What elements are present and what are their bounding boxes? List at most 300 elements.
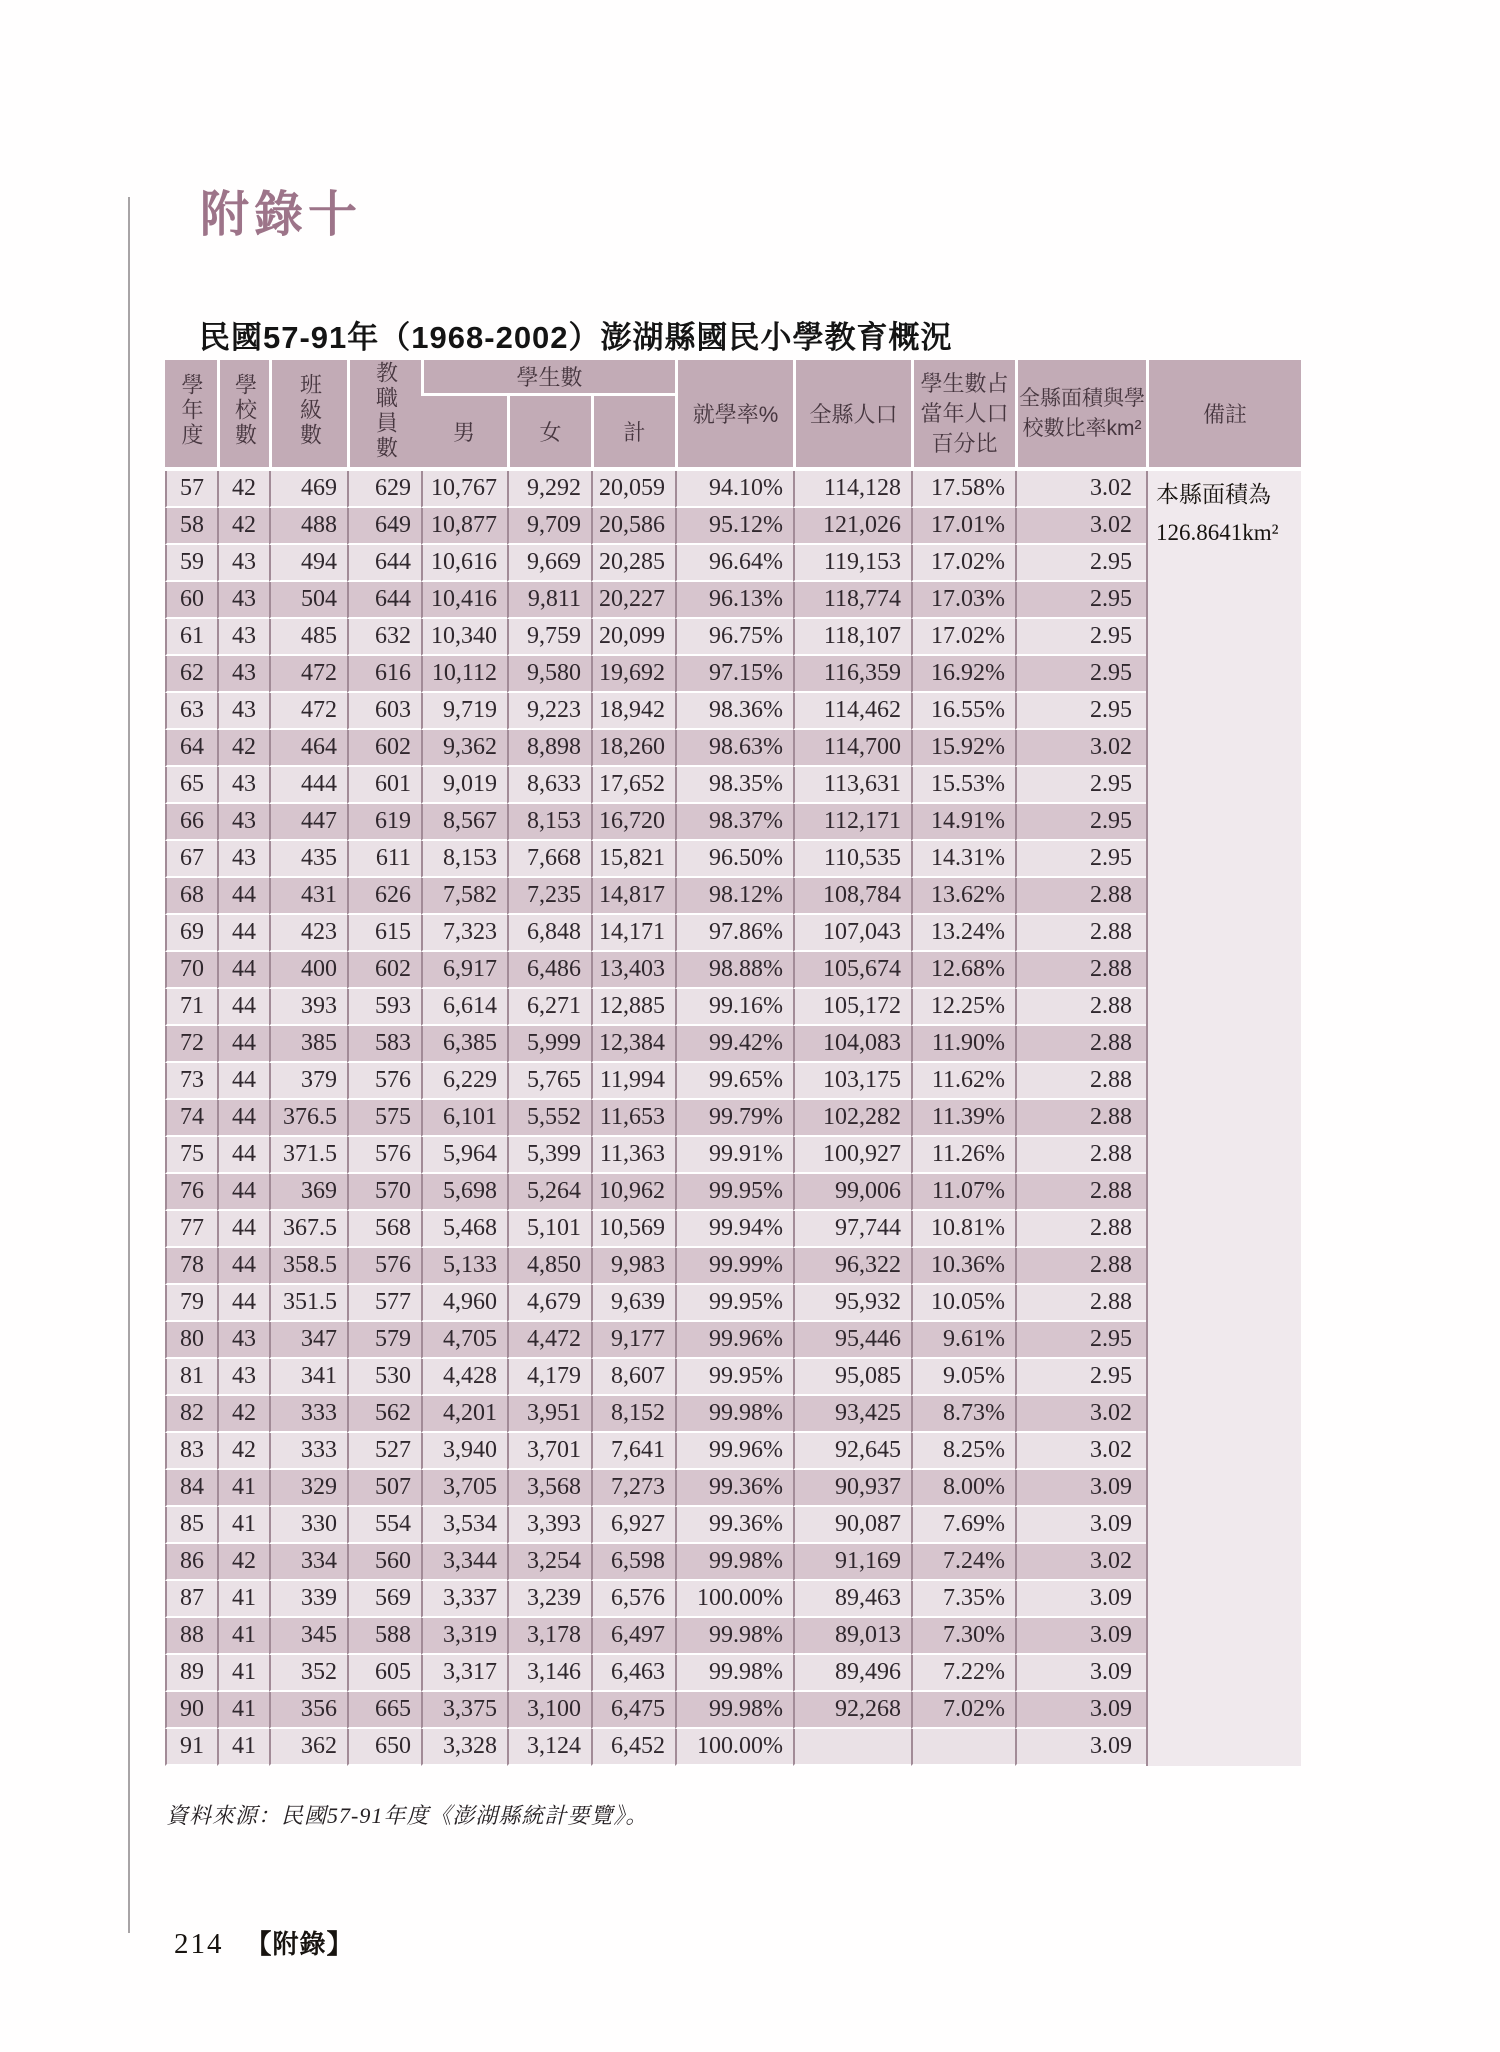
cell-enrollment-rate: 99.98% xyxy=(675,1655,793,1692)
cell-year: 79 xyxy=(165,1285,217,1322)
cell-year: 81 xyxy=(165,1359,217,1396)
cell-area-school-ratio: 2.95 xyxy=(1015,545,1146,582)
cell-male: 3,705 xyxy=(421,1470,507,1507)
cell-enrollment-rate: 99.65% xyxy=(675,1063,793,1100)
cell-schools: 44 xyxy=(217,1211,269,1248)
cell-enrollment-rate: 97.86% xyxy=(675,915,793,952)
cell-year: 66 xyxy=(165,804,217,841)
table-row xyxy=(165,471,1301,508)
table-row xyxy=(165,656,1301,693)
cell-schools: 42 xyxy=(217,1396,269,1433)
cell-classes: 504 xyxy=(269,582,347,619)
cell-area-school-ratio: 3.02 xyxy=(1015,730,1146,767)
cell-classes: 369 xyxy=(269,1174,347,1211)
cell-student-pop-pct: 11.26% xyxy=(911,1137,1015,1174)
cell-total: 11,363 xyxy=(591,1137,675,1174)
cell-student-pop-pct: 9.05% xyxy=(911,1359,1015,1396)
cell-staff: 644 xyxy=(347,545,421,582)
cell-female: 9,223 xyxy=(507,693,591,730)
cell-female: 3,124 xyxy=(507,1729,591,1766)
cell-staff: 576 xyxy=(347,1137,421,1174)
cell-female: 9,669 xyxy=(507,545,591,582)
cell-total: 6,497 xyxy=(591,1618,675,1655)
cell-county-population: 92,268 xyxy=(793,1692,911,1729)
cell-classes: 447 xyxy=(269,804,347,841)
cell-female: 6,486 xyxy=(507,952,591,989)
cell-enrollment-rate: 98.63% xyxy=(675,730,793,767)
cell-student-pop-pct: 11.39% xyxy=(911,1100,1015,1137)
cell-county-population: 105,674 xyxy=(793,952,911,989)
cell-female: 9,811 xyxy=(507,582,591,619)
cell-total: 10,569 xyxy=(591,1211,675,1248)
cell-area-school-ratio: 2.88 xyxy=(1015,1211,1146,1248)
cell-student-pop-pct: 13.62% xyxy=(911,878,1015,915)
cell-county-population: 104,083 xyxy=(793,1026,911,1063)
cell-female: 5,101 xyxy=(507,1211,591,1248)
cell-area-school-ratio: 2.95 xyxy=(1015,1322,1146,1359)
page-number: 214 xyxy=(174,1928,224,1960)
cell-student-pop-pct: 7.30% xyxy=(911,1618,1015,1655)
cell-male: 3,534 xyxy=(421,1507,507,1544)
cell-staff: 575 xyxy=(347,1100,421,1137)
table-row xyxy=(165,582,1301,619)
cell-female: 9,580 xyxy=(507,656,591,693)
cell-classes: 385 xyxy=(269,1026,347,1063)
table-row xyxy=(165,1507,1301,1544)
cell-classes: 345 xyxy=(269,1618,347,1655)
cell-male: 3,337 xyxy=(421,1581,507,1618)
cell-student-pop-pct: 11.62% xyxy=(911,1063,1015,1100)
cell-area-school-ratio: 3.09 xyxy=(1015,1655,1146,1692)
margin-rule xyxy=(128,197,130,1933)
cell-area-school-ratio: 2.88 xyxy=(1015,1285,1146,1322)
cell-enrollment-rate: 98.88% xyxy=(675,952,793,989)
cell-staff: 588 xyxy=(347,1618,421,1655)
cell-male: 4,428 xyxy=(421,1359,507,1396)
cell-enrollment-rate: 99.95% xyxy=(675,1174,793,1211)
cell-student-pop-pct: 14.31% xyxy=(911,841,1015,878)
cell-male: 8,153 xyxy=(421,841,507,878)
cell-female: 5,999 xyxy=(507,1026,591,1063)
remarks-note-line: 126.8641km² xyxy=(1156,520,1279,545)
cell-county-population: 102,282 xyxy=(793,1100,911,1137)
table-row xyxy=(165,1581,1301,1618)
cell-student-pop-pct: 10.05% xyxy=(911,1285,1015,1322)
cell-year: 58 xyxy=(165,508,217,545)
cell-student-pop-pct: 7.35% xyxy=(911,1581,1015,1618)
cell-enrollment-rate: 98.35% xyxy=(675,767,793,804)
cell-schools: 43 xyxy=(217,767,269,804)
cell-area-school-ratio: 2.88 xyxy=(1015,915,1146,952)
cell-total: 6,475 xyxy=(591,1692,675,1729)
cell-student-pop-pct: 7.69% xyxy=(911,1507,1015,1544)
cell-total: 20,059 xyxy=(591,471,675,508)
cell-male: 3,344 xyxy=(421,1544,507,1581)
cell-schools: 43 xyxy=(217,693,269,730)
cell-female: 5,765 xyxy=(507,1063,591,1100)
cell-year: 77 xyxy=(165,1211,217,1248)
cell-total: 17,652 xyxy=(591,767,675,804)
table-row xyxy=(165,1729,1301,1766)
cell-area-school-ratio: 3.02 xyxy=(1015,1544,1146,1581)
cell-area-school-ratio: 2.95 xyxy=(1015,841,1146,878)
cell-male: 4,705 xyxy=(421,1322,507,1359)
cell-student-pop-pct: 8.25% xyxy=(911,1433,1015,1470)
cell-student-pop-pct: 17.02% xyxy=(911,619,1015,656)
col-header-classes-label: 班級數 xyxy=(297,373,323,448)
table-body xyxy=(165,471,1301,1766)
cell-classes: 329 xyxy=(269,1470,347,1507)
cell-area-school-ratio: 2.95 xyxy=(1015,656,1146,693)
cell-male: 4,960 xyxy=(421,1285,507,1322)
table-row xyxy=(165,1433,1301,1470)
col-header-student-pop-pct: 學生數占當年人口百分比 xyxy=(911,360,1015,471)
cell-county-population: 95,446 xyxy=(793,1322,911,1359)
cell-staff: 644 xyxy=(347,582,421,619)
cell-enrollment-rate: 99.42% xyxy=(675,1026,793,1063)
cell-total: 11,653 xyxy=(591,1100,675,1137)
cell-male: 7,582 xyxy=(421,878,507,915)
cell-classes: 431 xyxy=(269,878,347,915)
cell-total: 7,641 xyxy=(591,1433,675,1470)
cell-area-school-ratio: 2.95 xyxy=(1015,1359,1146,1396)
cell-classes: 472 xyxy=(269,693,347,730)
cell-county-population: 100,927 xyxy=(793,1137,911,1174)
cell-staff: 616 xyxy=(347,656,421,693)
cell-total: 14,171 xyxy=(591,915,675,952)
cell-county-population: 97,744 xyxy=(793,1211,911,1248)
cell-female: 8,633 xyxy=(507,767,591,804)
cell-schools: 44 xyxy=(217,1248,269,1285)
cell-year: 64 xyxy=(165,730,217,767)
cell-total: 6,463 xyxy=(591,1655,675,1692)
cell-county-population: 93,425 xyxy=(793,1396,911,1433)
col-header-remarks: 備註 xyxy=(1146,360,1301,471)
cell-county-population: 114,700 xyxy=(793,730,911,767)
source-note: 資料來源：民國57-91年度《澎湖縣統計要覽》。 xyxy=(166,1803,649,1828)
table-row xyxy=(165,952,1301,989)
cell-total: 12,885 xyxy=(591,989,675,1026)
cell-enrollment-rate: 99.99% xyxy=(675,1248,793,1285)
cell-enrollment-rate: 99.98% xyxy=(675,1544,793,1581)
cell-total: 8,152 xyxy=(591,1396,675,1433)
cell-classes: 352 xyxy=(269,1655,347,1692)
cell-year: 63 xyxy=(165,693,217,730)
cell-male: 4,201 xyxy=(421,1396,507,1433)
cell-student-pop-pct: 15.92% xyxy=(911,730,1015,767)
cell-county-population: 108,784 xyxy=(793,878,911,915)
cell-staff: 527 xyxy=(347,1433,421,1470)
cell-schools: 43 xyxy=(217,582,269,619)
cell-female: 9,709 xyxy=(507,508,591,545)
cell-enrollment-rate: 99.98% xyxy=(675,1692,793,1729)
cell-classes: 400 xyxy=(269,952,347,989)
cell-male: 3,940 xyxy=(421,1433,507,1470)
cell-total: 8,607 xyxy=(591,1359,675,1396)
cell-county-population: 89,013 xyxy=(793,1618,911,1655)
cell-schools: 43 xyxy=(217,619,269,656)
cell-county-population: 90,937 xyxy=(793,1470,911,1507)
cell-schools: 44 xyxy=(217,1285,269,1322)
cell-enrollment-rate: 99.94% xyxy=(675,1211,793,1248)
table-row xyxy=(165,1692,1301,1729)
cell-male: 3,375 xyxy=(421,1692,507,1729)
cell-male: 10,112 xyxy=(421,656,507,693)
cell-student-pop-pct: 17.03% xyxy=(911,582,1015,619)
cell-female: 4,679 xyxy=(507,1285,591,1322)
cell-schools: 44 xyxy=(217,878,269,915)
col-header-male: 男 xyxy=(421,396,507,471)
cell-classes: 376.5 xyxy=(269,1100,347,1137)
cell-year: 76 xyxy=(165,1174,217,1211)
cell-female: 5,399 xyxy=(507,1137,591,1174)
cell-female: 8,153 xyxy=(507,804,591,841)
cell-area-school-ratio: 2.88 xyxy=(1015,1026,1146,1063)
cell-staff: 611 xyxy=(347,841,421,878)
cell-area-school-ratio: 3.09 xyxy=(1015,1729,1146,1766)
cell-schools: 43 xyxy=(217,545,269,582)
cell-county-population: 96,322 xyxy=(793,1248,911,1285)
cell-schools: 41 xyxy=(217,1581,269,1618)
cell-area-school-ratio: 3.02 xyxy=(1015,1433,1146,1470)
col-header-total: 計 xyxy=(591,396,675,471)
cell-student-pop-pct: 7.22% xyxy=(911,1655,1015,1692)
cell-male: 6,229 xyxy=(421,1063,507,1100)
cell-enrollment-rate: 99.16% xyxy=(675,989,793,1026)
cell-total: 20,285 xyxy=(591,545,675,582)
cell-enrollment-rate: 99.91% xyxy=(675,1137,793,1174)
cell-schools: 43 xyxy=(217,1322,269,1359)
cell-area-school-ratio: 2.88 xyxy=(1015,1248,1146,1285)
cell-area-school-ratio: 2.88 xyxy=(1015,1174,1146,1211)
cell-staff: 602 xyxy=(347,952,421,989)
cell-year: 65 xyxy=(165,767,217,804)
col-header-year xyxy=(165,360,217,471)
cell-enrollment-rate: 99.96% xyxy=(675,1433,793,1470)
cell-total: 9,983 xyxy=(591,1248,675,1285)
cell-year: 75 xyxy=(165,1137,217,1174)
table-row xyxy=(165,915,1301,952)
cell-county-population: 118,107 xyxy=(793,619,911,656)
cell-total: 9,639 xyxy=(591,1285,675,1322)
cell-female: 3,178 xyxy=(507,1618,591,1655)
cell-total: 20,227 xyxy=(591,582,675,619)
cell-total: 6,576 xyxy=(591,1581,675,1618)
cell-enrollment-rate: 100.00% xyxy=(675,1581,793,1618)
cell-student-pop-pct: 17.58% xyxy=(911,471,1015,508)
cell-male: 10,416 xyxy=(421,582,507,619)
cell-classes: 371.5 xyxy=(269,1137,347,1174)
cell-female: 3,701 xyxy=(507,1433,591,1470)
cell-schools: 44 xyxy=(217,989,269,1026)
cell-staff: 603 xyxy=(347,693,421,730)
cell-classes: 358.5 xyxy=(269,1248,347,1285)
cell-student-pop-pct: 14.91% xyxy=(911,804,1015,841)
cell-enrollment-rate: 99.98% xyxy=(675,1618,793,1655)
cell-student-pop-pct: 16.92% xyxy=(911,656,1015,693)
cell-student-pop-pct: 17.02% xyxy=(911,545,1015,582)
cell-total: 7,273 xyxy=(591,1470,675,1507)
col-header-schools xyxy=(217,360,269,471)
table-row xyxy=(165,1359,1301,1396)
cell-county-population: 89,463 xyxy=(793,1581,911,1618)
cell-area-school-ratio: 2.88 xyxy=(1015,989,1146,1026)
cell-schools: 43 xyxy=(217,1359,269,1396)
cell-enrollment-rate: 100.00% xyxy=(675,1729,793,1766)
cell-county-population: 99,006 xyxy=(793,1174,911,1211)
cell-total: 20,099 xyxy=(591,619,675,656)
cell-classes: 423 xyxy=(269,915,347,952)
cell-student-pop-pct: 12.25% xyxy=(911,989,1015,1026)
cell-staff: 605 xyxy=(347,1655,421,1692)
cell-male: 10,767 xyxy=(421,471,507,508)
table-row xyxy=(165,1618,1301,1655)
cell-enrollment-rate: 95.12% xyxy=(675,508,793,545)
cell-area-school-ratio: 3.02 xyxy=(1015,471,1146,508)
cell-staff: 629 xyxy=(347,471,421,508)
cell-enrollment-rate: 99.95% xyxy=(675,1359,793,1396)
cell-county-population: 119,153 xyxy=(793,545,911,582)
col-header-schools-label: 學校數 xyxy=(232,373,258,448)
cell-area-school-ratio: 2.95 xyxy=(1015,804,1146,841)
cell-schools: 43 xyxy=(217,656,269,693)
cell-female: 9,759 xyxy=(507,619,591,656)
cell-enrollment-rate: 99.36% xyxy=(675,1470,793,1507)
cell-staff: 568 xyxy=(347,1211,421,1248)
cell-area-school-ratio: 2.88 xyxy=(1015,1137,1146,1174)
cell-enrollment-rate: 99.95% xyxy=(675,1285,793,1322)
table-row xyxy=(165,545,1301,582)
cell-female: 3,146 xyxy=(507,1655,591,1692)
cell-year: 59 xyxy=(165,545,217,582)
cell-year: 87 xyxy=(165,1581,217,1618)
cell-male: 10,616 xyxy=(421,545,507,582)
cell-area-school-ratio: 3.02 xyxy=(1015,508,1146,545)
cell-male: 9,719 xyxy=(421,693,507,730)
cell-enrollment-rate: 96.13% xyxy=(675,582,793,619)
cell-total: 18,942 xyxy=(591,693,675,730)
cell-staff: 576 xyxy=(347,1248,421,1285)
cell-year: 85 xyxy=(165,1507,217,1544)
cell-staff: 593 xyxy=(347,989,421,1026)
cell-year: 89 xyxy=(165,1655,217,1692)
cell-classes: 356 xyxy=(269,1692,347,1729)
cell-area-school-ratio: 2.95 xyxy=(1015,767,1146,804)
cell-classes: 435 xyxy=(269,841,347,878)
cell-year: 86 xyxy=(165,1544,217,1581)
cell-classes: 393 xyxy=(269,989,347,1026)
cell-area-school-ratio: 2.88 xyxy=(1015,1063,1146,1100)
cell-enrollment-rate: 96.75% xyxy=(675,619,793,656)
cell-classes: 333 xyxy=(269,1396,347,1433)
cell-female: 3,100 xyxy=(507,1692,591,1729)
cell-schools: 44 xyxy=(217,915,269,952)
cell-classes: 488 xyxy=(269,508,347,545)
cell-student-pop-pct: 11.90% xyxy=(911,1026,1015,1063)
table-row xyxy=(165,767,1301,804)
table-row xyxy=(165,1285,1301,1322)
cell-area-school-ratio: 3.09 xyxy=(1015,1581,1146,1618)
cell-schools: 44 xyxy=(217,1174,269,1211)
cell-total: 10,962 xyxy=(591,1174,675,1211)
cell-year: 62 xyxy=(165,656,217,693)
table-title: 民國57-91年（1968-2002）澎湖縣國民小學教育概況 xyxy=(199,320,953,355)
cell-staff: 632 xyxy=(347,619,421,656)
cell-staff: 650 xyxy=(347,1729,421,1766)
cell-schools: 42 xyxy=(217,1544,269,1581)
cell-year: 90 xyxy=(165,1692,217,1729)
cell-enrollment-rate: 99.96% xyxy=(675,1322,793,1359)
cell-staff: 583 xyxy=(347,1026,421,1063)
cell-county-population xyxy=(793,1729,911,1766)
cell-area-school-ratio: 2.95 xyxy=(1015,582,1146,619)
cell-female: 4,179 xyxy=(507,1359,591,1396)
table-row xyxy=(165,508,1301,545)
cell-enrollment-rate: 97.15% xyxy=(675,656,793,693)
cell-female: 3,568 xyxy=(507,1470,591,1507)
cell-enrollment-rate: 98.37% xyxy=(675,804,793,841)
cell-male: 3,317 xyxy=(421,1655,507,1692)
cell-enrollment-rate: 96.64% xyxy=(675,545,793,582)
cell-enrollment-rate: 98.12% xyxy=(675,878,793,915)
col-header-students-group: 學生數 xyxy=(421,360,675,396)
cell-county-population: 89,496 xyxy=(793,1655,911,1692)
education-stats-table xyxy=(165,360,1301,1766)
cell-student-pop-pct: 8.00% xyxy=(911,1470,1015,1507)
cell-staff: 507 xyxy=(347,1470,421,1507)
cell-total: 14,817 xyxy=(591,878,675,915)
cell-schools: 41 xyxy=(217,1507,269,1544)
cell-female: 5,552 xyxy=(507,1100,591,1137)
cell-county-population: 95,085 xyxy=(793,1359,911,1396)
cell-year: 69 xyxy=(165,915,217,952)
cell-staff: 649 xyxy=(347,508,421,545)
cell-total: 20,586 xyxy=(591,508,675,545)
cell-schools: 44 xyxy=(217,1100,269,1137)
cell-male: 6,917 xyxy=(421,952,507,989)
appendix-title: 附錄十 xyxy=(200,187,363,242)
cell-student-pop-pct: 17.01% xyxy=(911,508,1015,545)
cell-year: 68 xyxy=(165,878,217,915)
cell-staff: 601 xyxy=(347,767,421,804)
cell-classes: 469 xyxy=(269,471,347,508)
cell-schools: 41 xyxy=(217,1618,269,1655)
cell-classes: 333 xyxy=(269,1433,347,1470)
cell-total: 12,384 xyxy=(591,1026,675,1063)
cell-male: 7,323 xyxy=(421,915,507,952)
table-row xyxy=(165,1026,1301,1063)
table-header xyxy=(165,360,1301,471)
cell-area-school-ratio: 3.09 xyxy=(1015,1618,1146,1655)
cell-male: 8,567 xyxy=(421,804,507,841)
cell-student-pop-pct: 7.24% xyxy=(911,1544,1015,1581)
cell-year: 60 xyxy=(165,582,217,619)
cell-student-pop-pct: 10.81% xyxy=(911,1211,1015,1248)
col-header-enrollment-rate: 就學率% xyxy=(675,360,793,471)
cell-enrollment-rate: 94.10% xyxy=(675,471,793,508)
cell-classes: 367.5 xyxy=(269,1211,347,1248)
cell-staff: 562 xyxy=(347,1396,421,1433)
cell-enrollment-rate: 99.98% xyxy=(675,1396,793,1433)
col-header-female: 女 xyxy=(507,396,591,471)
cell-schools: 44 xyxy=(217,952,269,989)
cell-total: 15,821 xyxy=(591,841,675,878)
cell-year: 84 xyxy=(165,1470,217,1507)
cell-classes: 485 xyxy=(269,619,347,656)
table-row xyxy=(165,1137,1301,1174)
cell-year: 67 xyxy=(165,841,217,878)
table-row xyxy=(165,1248,1301,1285)
